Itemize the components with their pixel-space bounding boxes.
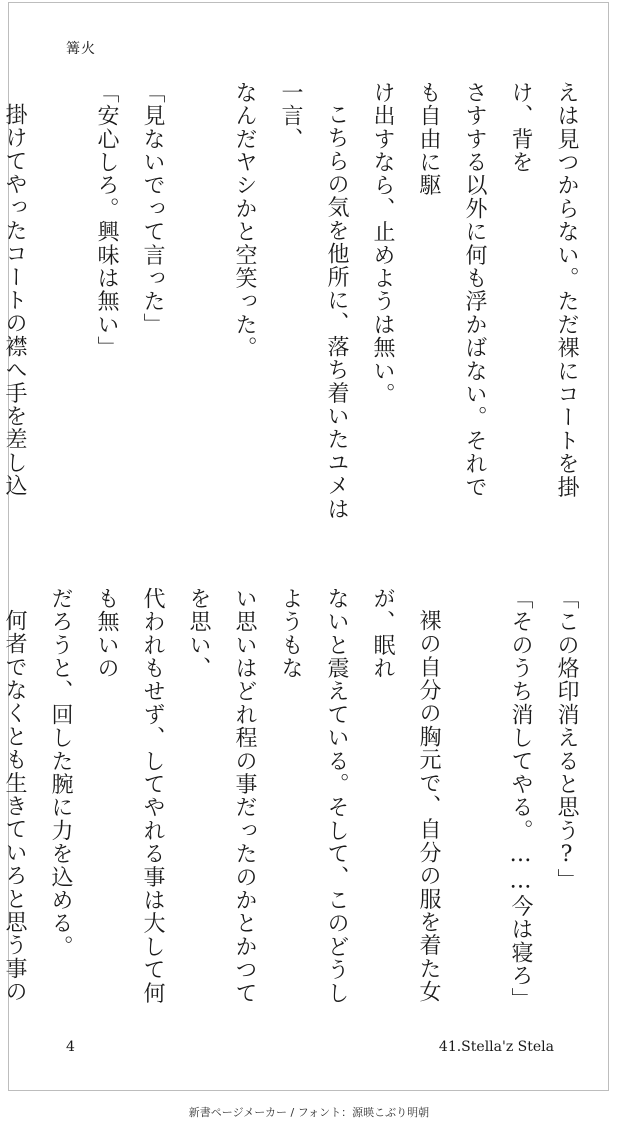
running-title: 篝火 (66, 41, 96, 57)
page-frame (2, 2, 609, 1091)
blank-line (175, 81, 221, 521)
dialogue-line: 「安心しろ。興味は無い」 (94, 81, 119, 360)
text-line: 掛けてやったコートの襟へ手を差し込 (2, 103, 27, 498)
text-line: 裸の自分の胸元で、自分の服を着た女が、眠れ (370, 587, 441, 1004)
text-line: だろうと、回した腕に力を込める。 (48, 587, 73, 959)
dialogue-line: 「この烙印消えると思う?」 (554, 587, 579, 892)
text-line: い思いはどれ程の事だったのかとかつてを思い、 (186, 587, 257, 1005)
text-line: け出すなら、止めようは無い。 (370, 81, 395, 406)
dialogue-line: 「見ないでって言った」 (140, 81, 165, 337)
book-title: 41.Stella'z Stela (438, 1039, 554, 1055)
blank-line (451, 587, 497, 1017)
text-line: ないと震えている。そして、このどうしようもな (278, 587, 349, 1005)
text-line: 何者でなくとも生きていろと思う事の (2, 609, 27, 1004)
text-block-top (2, 81, 589, 521)
blank-line (37, 81, 83, 521)
text-block-bottom (2, 587, 589, 1017)
text-line: なんだヤシかと空笑った。 (232, 81, 257, 360)
text-line: 代われもせず、してやれる事は大して何も無いの (94, 587, 165, 1005)
credit-line: 新書ページメーカー / フォント：源暎こぶり明朝 (188, 1106, 430, 1119)
text-line: えは見つからない。ただ裸にコートを掛け、背を (508, 81, 579, 499)
text-line: こちらの気を他所に、落ち着いたユメは一言、 (278, 81, 349, 521)
page-number: 4 (66, 1039, 75, 1055)
text-line: さすする以外に何も浮かばない。それでも自由に駆 (416, 81, 487, 499)
dialogue-line: 「そのうち消してやる。……今は寝ろ」 (508, 587, 533, 1011)
